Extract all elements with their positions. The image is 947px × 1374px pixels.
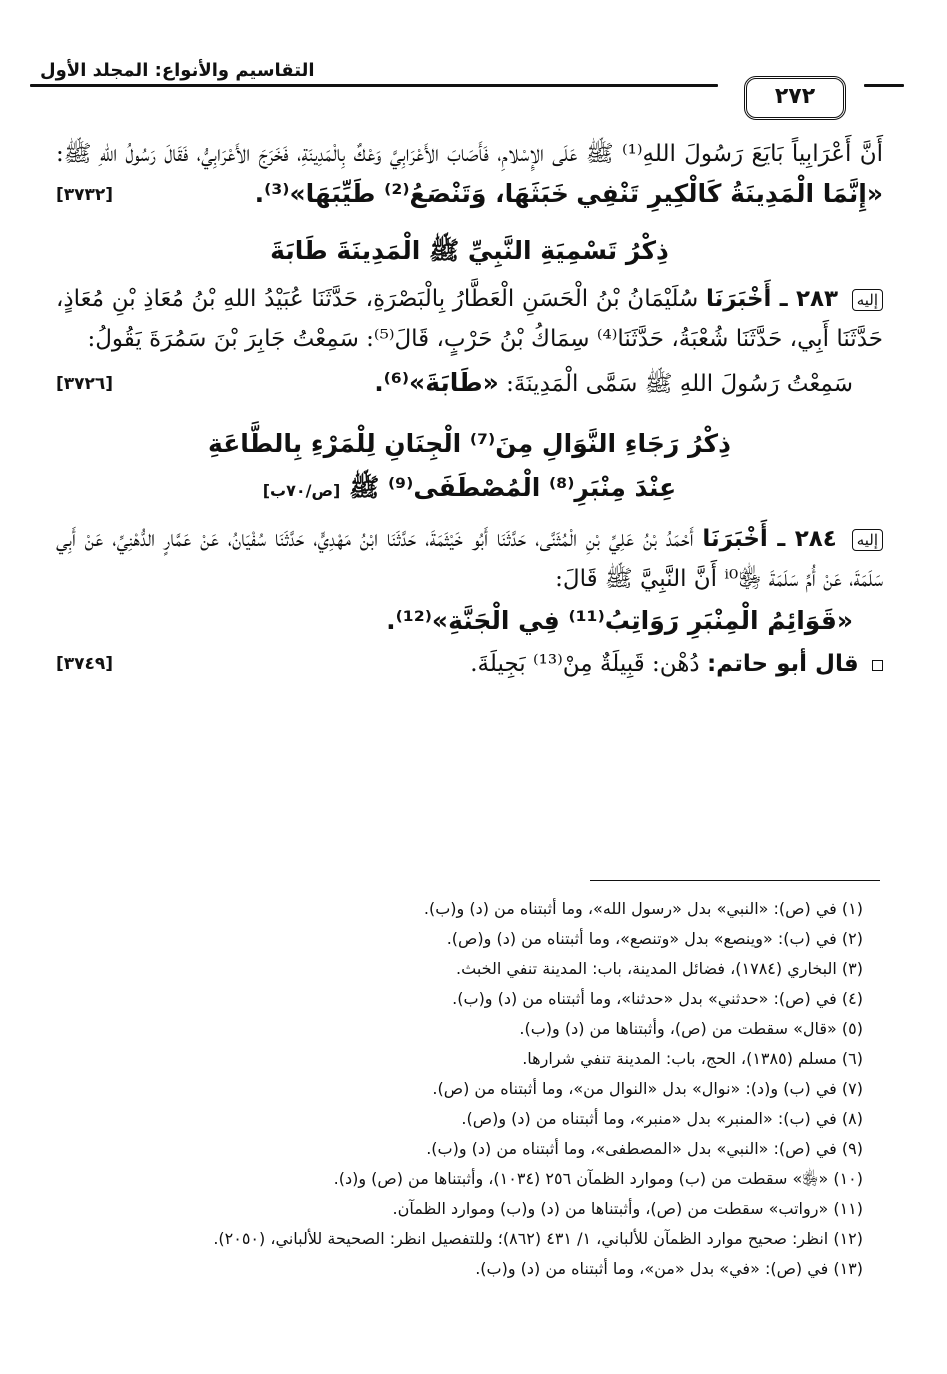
footnote-item: (٣) البخاري (١٧٨٤)، فضائل المدينة، باب: المدينة تنفي الخبث. bbox=[456, 959, 863, 978]
paragraph-1 bbox=[56, 134, 883, 215]
hadith-284 bbox=[56, 519, 883, 599]
footnote-item: (٥) «قال» سقطت من (ص)، وأثبتناها من (د) و(ب). bbox=[519, 1019, 863, 1038]
narration-badge-283: إليه bbox=[852, 289, 883, 311]
footnotes bbox=[20, 894, 863, 1284]
page-header bbox=[30, 60, 907, 120]
footnote-item: (١١) «رواتب» سقطت من (ص)، وأثبتناها من (د) و(ب) وموارد الظمآن. bbox=[392, 1199, 863, 1218]
hadith-ref-2: [٣٧٢٦] bbox=[56, 374, 114, 394]
hadith-284-number: ٢٨٤ ـ أَخْبَرَنَا bbox=[702, 526, 837, 552]
running-title: التقاسيم والأنواع: المجلد الأول bbox=[40, 60, 315, 81]
square-bullet-icon bbox=[872, 660, 883, 671]
hadith-283-quote-line bbox=[56, 363, 883, 404]
footnote-item: (٧) في (ب) و(د): «نوال» بدل «النوال من»، وما أثبتناه من (ص). bbox=[432, 1079, 863, 1098]
section-heading-2-line2 bbox=[56, 466, 883, 513]
manuscript-ref: [ص/٧٠ب] bbox=[262, 481, 341, 500]
page-number: ٢٧٢ bbox=[744, 76, 846, 120]
abu-hatim-note bbox=[56, 644, 883, 684]
footnote-item: (١٠) «﵂» سقطت من (ب) وموارد الظمآن ٢٥٦ (١٠٣٤)، وأثبتناها من (ص) و(د). bbox=[333, 1169, 863, 1188]
main-text bbox=[56, 134, 883, 684]
footnote-item: (٩) في (ص): «النبي» بدل «المصطفى»، وما أثبتناه من (د) و(ب). bbox=[426, 1139, 863, 1158]
footnote-item: (٢) في (ب): «وينصع» بدل «وتنصع»، وما أثبتناه من (د) و(ص). bbox=[446, 929, 863, 948]
para1-quote-a: «إِنَّمَا الْمَدِينَةُ كَالْكِيرِ تَنْفِي bbox=[576, 179, 883, 208]
para1-line1: أَنَّ أَعْرَابِياً بَايَعَ رَسُولَ اللهِ⁽¹⁾ ﷺ عَلَى الإِسْلامِ، فَأَصَابَ الأَعْرَابِيَّ وَعْكٌ bbox=[353, 141, 884, 167]
footnote-item: (١٣) في (ص): «في» بدل «من»، وما أثبتناه من (د) و(ب). bbox=[475, 1259, 863, 1278]
hadith-283-quote: «طَابَةَ»⁽⁶⁾. bbox=[374, 368, 499, 397]
narration-badge-284: إليه bbox=[852, 529, 883, 551]
hadith-284-chain: أَحْمَدُ بْنُ عَلِيِّ بْنِ الْمُثَنَّى، حَدَّثَنَا أَبُو خَيْثَمَةَ، حَدَّثَنَا ابْنُ مَهْدِيٍّ، حَدَّثَنَا سُفْيَانُ، عَنْ عَمَّارٍ الدُّهْنِيِّ، عَنْ أَبِي سَلَمَةَ، عَنْ أُمِّ سَلَمَةَ ﵂ⁱ⁰ أَنَّ النَّبِيَّ ﷺ قَالَ: bbox=[56, 526, 883, 592]
footnote-item: (٦) مسلم (١٣٨٥)، الحج، باب: المدينة تنفي شرارها. bbox=[522, 1049, 863, 1068]
section-heading-2-text: عِنْدَ مِنْبَرِ⁽⁸⁾ الْمُصْطَفَى⁽⁹⁾ ﷺ bbox=[349, 473, 677, 502]
hadith-ref-3: [٣٧٤٩] bbox=[56, 654, 114, 674]
footnote-separator bbox=[590, 880, 880, 881]
header-rule-left bbox=[30, 84, 718, 87]
footnote-item: (٨) في (ب): «المنبر» بدل «منبر»، وما أثبتناه من (د) و(ص). bbox=[461, 1109, 863, 1128]
abu-hatim-text: دُهْن: قَبِيلَةٌ مِنْ⁽¹³⁾ بَجِيلَةَ. bbox=[470, 651, 700, 677]
hadith-284-quote-line bbox=[56, 601, 883, 642]
footnote-item: (١٢) انظر: صحيح موارد الظمآن للألباني، ١/ ٤٣١ (٨٦٢)؛ وللتفصيل انظر: الصحيحة للألباني، (٢٠٥٠). bbox=[213, 1229, 863, 1248]
hadith-284-quote: «قَوَائِمُ الْمِنْبَرِ رَوَاتِبُ⁽¹¹⁾ فِي الْجَنَّةِ»⁽¹²⁾. bbox=[386, 606, 853, 635]
hadith-283 bbox=[56, 279, 883, 359]
section-heading-1: ذِكْرُ تَسْمِيَةِ النَّبِيِّ ﷺ الْمَدِينَةَ طَابَةَ bbox=[270, 236, 669, 265]
footnote-item: (١) في (ص): «النبي» بدل «رسول الله»، وما أثبتناه من (د) و(ب). bbox=[423, 899, 863, 918]
header-rule-right bbox=[864, 84, 904, 87]
hadith-283-quote-intro: سَمِعْتُ رَسُولَ اللهِ ﷺ سَمَّى الْمَدِينَةَ: bbox=[506, 371, 853, 397]
para1-line2: بِالْمَدِينَةِ، فَخَرَجَ الأَعْرَابِيُّ، فَقَالَ رَسُولُ اللهِ ﷺ: bbox=[56, 141, 346, 167]
hadith-283-number: ٢٨٣ ـ أَخْبَرَنَا bbox=[705, 286, 839, 312]
abu-hatim-label: قال أبو حاتم: bbox=[706, 651, 859, 677]
footnote-item: (٤) في (ص): «حدثني» بدل «حدثنا»، وما أثبتناه من (د) و(ب). bbox=[452, 989, 863, 1008]
para1-quote-b: خَبَثَهَا، وَتَنْصَعُ⁽²⁾ طَيِّبَهَا»⁽³⁾. bbox=[254, 179, 569, 208]
hadith-283-chain: سُلَيْمَانُ بْنُ الْحَسَنِ الْعَطَّارُ بِالْبَصْرَةِ، حَدَّثَنَا عُبَيْدُ اللهِ بْنُ مُعَاذِ بْنِ مُعَاذٍ، حَدَّثَنَا أَبِي، حَدَّثَنَا شُعْبَةُ، حَدَّثَنَا⁽⁴⁾ سِمَاكُ بْنُ حَرْبٍ، قَالَ⁽⁵⁾: سَمِعْتُ جَابِرَ بْنَ سَمُرَةَ يَقُولُ: bbox=[56, 286, 883, 352]
hadith-ref-1: [٣٧٣٢] bbox=[56, 185, 114, 205]
section-heading-2-line1: ذِكْرُ رَجَاءِ النَّوَالِ مِنَ⁽⁷⁾ الْجِنَانِ لِلْمَرْءِ بِالطَّاعَةِ bbox=[208, 429, 731, 458]
